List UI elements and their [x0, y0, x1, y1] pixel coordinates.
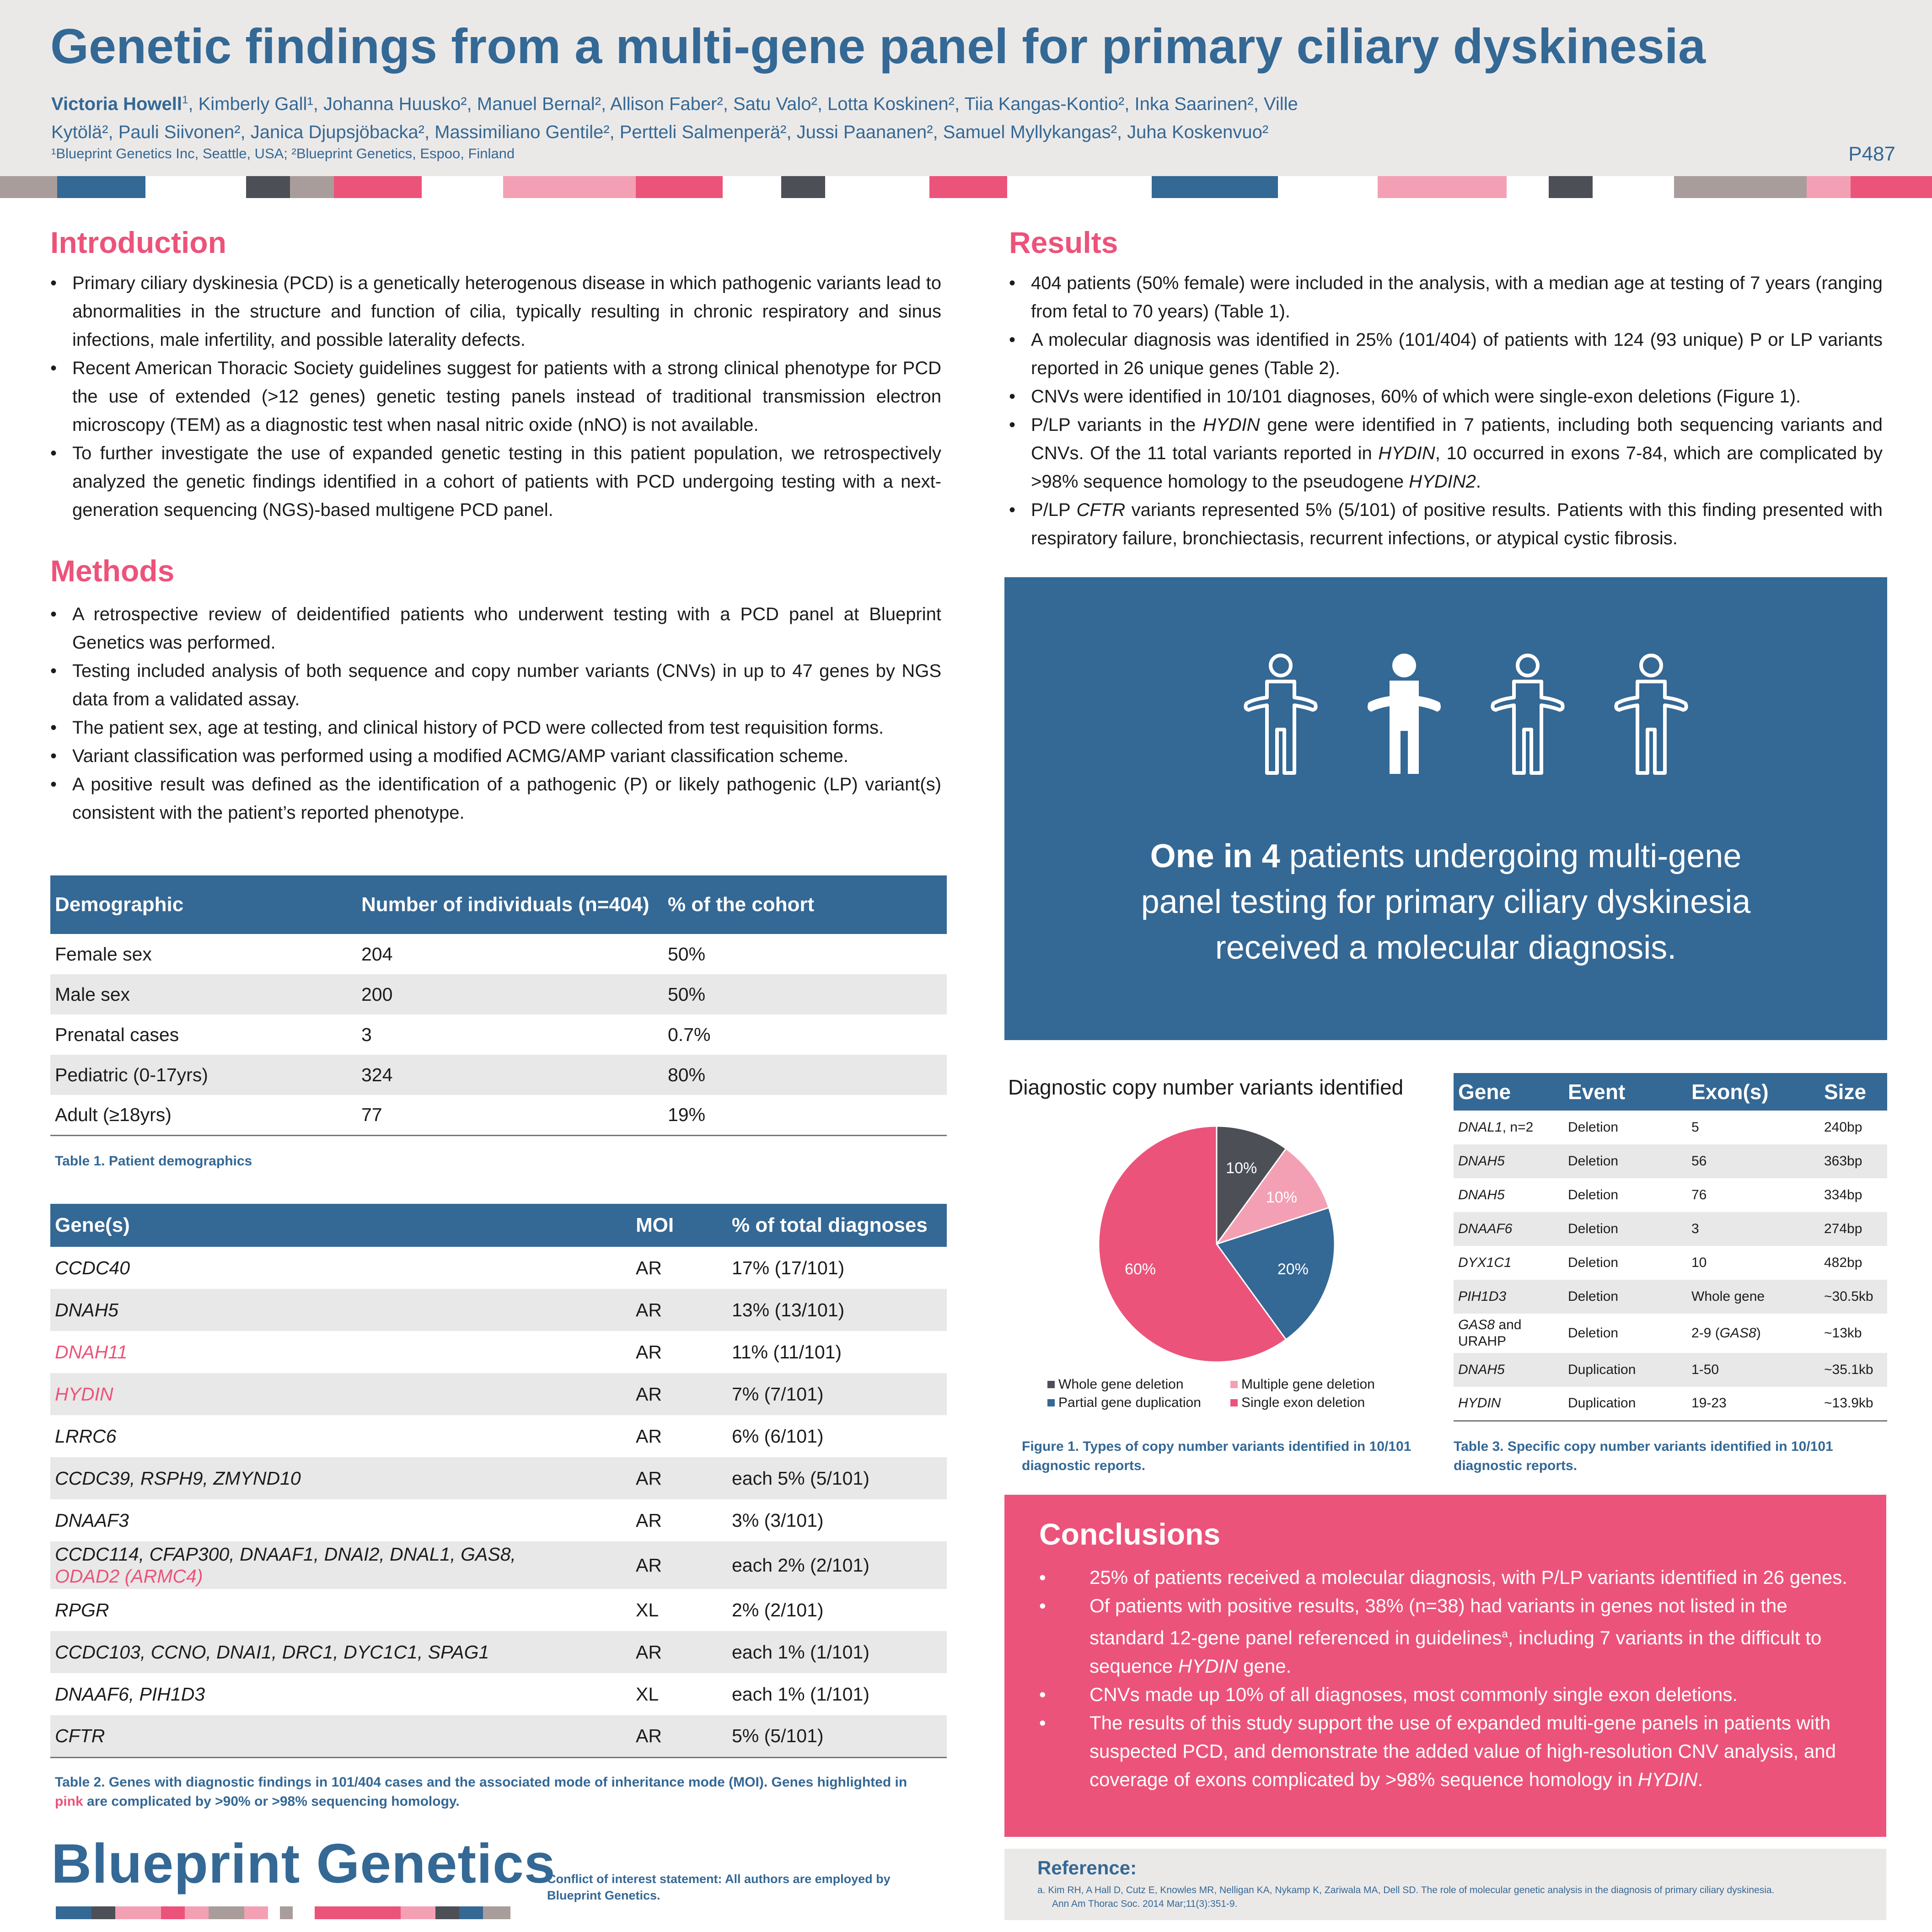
moi-cell: AR	[636, 1509, 662, 1531]
poster-title: Genetic findings from a multi-gene panel for primary ciliary dyskinesia	[50, 18, 1706, 74]
results-bullet: • CNVs were identified in 10/101 diagnoses, 60% of which were single-exon deletions (Figure 1).	[1009, 382, 1883, 411]
pct-cell: 5% (5/101)	[727, 1715, 947, 1757]
table-cell: 50%	[663, 974, 947, 1014]
table-cell: 200	[357, 974, 663, 1014]
pie-data-label: 10%	[1226, 1159, 1257, 1177]
intro-bullet: • Recent American Thoracic Society guidelines suggest for patients with a strong clinical phenotype for PCD the use of extended (>12 genes) genetic testing panels instead of traditional transmission electron microscopy (TEM) as a diagnostic test when nasal nitric oxide (nNO) is not available.	[50, 354, 941, 439]
pct-cell: each 1% (1/101)	[727, 1631, 947, 1673]
gene-name: HYDIN2	[1409, 472, 1476, 492]
pct-cell: 3% (3/101)	[732, 1509, 824, 1531]
legend-item	[1230, 1377, 1375, 1392]
gene-name: CFTR	[1076, 500, 1126, 520]
gene-name: HYDIN	[1203, 415, 1260, 435]
results-bullet: • 404 patients (50% female) were included in the analysis, with a median age at testing of 7 years (ranging from fetal to 70 years) (Table 1).	[1009, 269, 1883, 326]
conclusions-title: Conclusions	[1039, 1517, 1221, 1551]
table-cell: 204	[361, 943, 393, 965]
moi-cell: XL	[636, 1683, 659, 1705]
table-row	[50, 1247, 947, 1289]
highlight-line: received a molecular diagnosis.	[1215, 929, 1677, 966]
moi-cell: AR	[636, 1257, 662, 1278]
table-row	[50, 1331, 947, 1373]
table-row: DNAAF6 Deletion 3 274bp	[1454, 1212, 1887, 1246]
methods-bullets	[50, 600, 941, 827]
table-row	[50, 1631, 947, 1673]
gene-name-highlighted: DNAH11	[55, 1341, 128, 1363]
pct-cell: each 5% (5/101)	[727, 1457, 947, 1499]
poster-id: P487	[1848, 143, 1895, 165]
moi-cell: AR	[636, 1341, 662, 1363]
person-filled-icon	[1368, 654, 1441, 774]
author-list: Victoria Howell$^1$, Kimberly Gall¹, Johanna Huusko², Manuel Bernal², Allison Faber², Satu Valo², Lotta Koskinen², Tiia Kangas-Kontio², Inka Saarinen², Ville Kytölä², Pauli Siivonen², Janica Djupsjöbacka², Massimiliano Gentile², Pertteli Salmenperä², Jussi Paananen², Samuel Myllykangas², Juha Koskenvuo²	[51, 94, 1298, 143]
gene-name: CCDC39, RSPH9, ZMYND10	[55, 1467, 301, 1489]
results-bullet: • P/LP CFTR variants represented 5% (5/101) of positive results. Patients with this finding presented with respiratory failure, bronchiectasis, recurrent infections, or atypical cystic fibrosis.	[1009, 496, 1883, 553]
reference-text: a. Kim RH, A Hall D, Cutz E, Knowles MR, Nelligan KA, Nykamp K, Zariwala MA, Dell SD. The role of molecular genetic analysis in the diagnosis of primary ciliary dyskinesia. Ann Am Thorac Soc. 2014 Mar;11(3):351-9.	[1037, 1885, 1775, 1909]
blueprint-genetics-logo: Blueprint Genetics	[51, 1832, 556, 1894]
pct-cell: each 2% (2/101)	[727, 1541, 947, 1589]
person-outline-icon	[1492, 655, 1562, 773]
legend-item	[1230, 1395, 1365, 1411]
intro-bullet: • To further investigate the use of expanded genetic testing in this patient population, we retrospectively analyzed the genetic findings identified in a cohort of patients with PCD undergoing testing with a next-generation sequencing (NGS)-based multigene PCD panel.	[50, 439, 941, 524]
methods-bullet: • A retrospective review of deidentified patients who underwent testing with a PCD panel at Blueprint Genetics was performed.	[50, 600, 941, 657]
table2-header: MOI	[631, 1204, 727, 1247]
cnv-table	[1454, 1073, 1887, 1422]
conflict-of-interest: Conflict of interest statement: All authors are employed by Blueprint Genetics.	[547, 1872, 891, 1902]
genes-table	[50, 1204, 947, 1758]
introduction-title: Introduction	[50, 225, 226, 259]
intro-bullet: • Primary ciliary dyskinesia (PCD) is a genetically heterogenous disease in which pathogenic variants lead to abnormalities in the structure and function of cilia, typically resulting in chronic respiratory and sinus infections, male infertility, and possible laterality defects.	[50, 269, 941, 354]
introduction-bullets	[50, 269, 941, 524]
table-row: DNAH5 Deletion 56 363bp	[1454, 1144, 1887, 1178]
methods-bullet: • Testing included analysis of both sequence and copy number variants (CNVs) in up to 47 genes by NGS data from a validated assay.	[50, 657, 941, 714]
table1-header: % of the cohort	[663, 875, 947, 934]
caption-text: Table 2. Genes with diagnostic findings in 101/404 cases and the associated mode of inheritance mode (MOI). Genes highlighted in	[55, 1775, 907, 1790]
gene-name-highlighted: ODAD2 (ARMC4)	[55, 1566, 203, 1587]
table-row	[50, 1014, 947, 1055]
results-bullet: • P/LP variants in the HYDIN gene were identified in 7 patients, including both sequencing variants and CNVs. Of the 11 total variants reported in HYDIN, 10 occurred in exons 7-84, which are complicated by >98% sequence homology to the pseudogene HYDIN2.	[1009, 411, 1883, 496]
caption-pink-word: pink	[55, 1794, 83, 1809]
reference-title: Reference:	[1037, 1857, 1137, 1878]
table-cell: 77	[361, 1104, 382, 1125]
table1-header: Demographic	[50, 875, 357, 934]
highlight-box	[1004, 577, 1887, 1040]
gene-name-highlighted: HYDIN	[55, 1383, 113, 1405]
table3-header: Gene	[1454, 1073, 1563, 1111]
methods-title: Methods	[50, 554, 175, 588]
table3-header: Size	[1819, 1073, 1887, 1111]
conclusion-bullet: • 25% of patients received a molecular diagnosis, with P/LP variants identified in 26 genes.	[1039, 1563, 1862, 1592]
legend-label: Multiple gene deletion	[1241, 1377, 1375, 1392]
table3-caption: Table 3. Specific copy number variants identified in 10/101 diagnostic reports.	[1454, 1439, 1833, 1473]
figure1-caption: Figure 1. Types of copy number variants identified in 10/101 diagnostic reports.	[1022, 1439, 1411, 1473]
pct-cell: 13% (13/101)	[727, 1289, 947, 1331]
pie-data-label: 60%	[1125, 1261, 1156, 1278]
table-row	[50, 1373, 947, 1415]
table-cell: Male sex	[50, 974, 357, 1014]
legend-swatch	[1230, 1399, 1238, 1406]
pct-cell: each 1% (1/101)	[732, 1683, 869, 1705]
table-cell: Adult (≥18yrs)	[55, 1104, 172, 1125]
gene-name: CFTR	[55, 1725, 105, 1746]
gene-name: DNAAF6, PIH1D3	[55, 1683, 205, 1705]
table-row	[50, 1055, 947, 1095]
pie-data-label: 20%	[1277, 1261, 1309, 1278]
moi-cell: AR	[631, 1289, 727, 1331]
affiliations: ¹Blueprint Genetics Inc, Seattle, USA; ²Blueprint Genetics, Espoo, Finland	[51, 145, 515, 161]
legend-item	[1047, 1377, 1230, 1392]
legend-item	[1047, 1395, 1230, 1411]
results-bullet: • A molecular diagnosis was identified in 25% (101/404) of patients with 124 (93 unique) P or LP variants reported in 26 unique genes (Table 2).	[1009, 326, 1883, 382]
table-row	[50, 1499, 947, 1541]
legend-swatch	[1047, 1381, 1055, 1388]
gene-name: RPGR	[55, 1599, 109, 1621]
person-outline-icon	[1616, 655, 1686, 773]
table-row	[50, 1095, 947, 1135]
table-row	[50, 1541, 947, 1589]
highlight-bold: One in 4	[1150, 838, 1280, 875]
table-row	[50, 1715, 947, 1757]
conclusion-bullet: • Of patients with positive results, 38% (n=38) had variants in genes not listed in the standard 12-gene panel referenced in guidelines$^a$, including 7 variants in the difficult to sequence HYDIN gene.	[1039, 1592, 1862, 1680]
table-row: DNAH5 Duplication 1-50 ~35.1kb	[1454, 1353, 1887, 1387]
authors-line-2: Kytölä², Pauli Siivonen², Janica Djupsjöbacka², Massimiliano Gentile², Pertteli Salmenperä², Jussi Paananen², Samuel Myllykangas², Juha Koskenvuo²	[51, 122, 1269, 143]
moi-cell: AR	[631, 1541, 727, 1589]
methods-bullet: • A positive result was defined as the identification of a pathogenic (P) or likely pathogenic (LP) variant(s) consistent with the patient’s reported phenotype.	[50, 770, 941, 827]
legend-swatch	[1047, 1399, 1055, 1406]
gene-name: CCDC40	[55, 1257, 130, 1278]
gene-name: DNAH5	[55, 1299, 118, 1320]
highlight-line: panel testing for primary ciliary dyskinesia	[1141, 884, 1751, 920]
pct-cell: 17% (17/101)	[732, 1257, 845, 1278]
table-cell: 19%	[668, 1104, 706, 1125]
table-row: GAS8 and URAHP Deletion 2-9 (GAS8) ~13kb	[1458, 1317, 1862, 1349]
table-cell: Prenatal cases	[55, 1024, 179, 1045]
authors-line-1: Kimberly Gall¹, Johanna Huusko², Manuel Bernal², Allison Faber², Satu Valo², Lotta Koskinen², Tiia Kangas-Kontio², Inka Saarinen², Ville	[198, 94, 1298, 114]
highlight-line: patients undergoing multi-gene	[1280, 838, 1742, 875]
pct-cell: 2% (2/101)	[732, 1599, 824, 1621]
table-row: PIH1D3 Deletion Whole gene ~30.5kb	[1454, 1280, 1887, 1314]
first-author: Victoria Howell	[51, 94, 182, 114]
table-row: DNAL1, n=2 Deletion 5 240bp	[1458, 1120, 1862, 1135]
table-cell: 80%	[663, 1055, 947, 1095]
methods-bullet: • The patient sex, age at testing, and clinical history of PCD were collected from test requisition forms.	[50, 714, 941, 742]
table3-header: Event	[1563, 1073, 1687, 1111]
table-row	[50, 1673, 947, 1715]
table2-caption	[55, 1773, 924, 1811]
legend-label: Partial gene duplication	[1058, 1395, 1201, 1410]
table2-header: Gene(s)	[50, 1204, 631, 1247]
legend-label: Whole gene deletion	[1058, 1377, 1184, 1392]
legend-label: Single exon deletion	[1241, 1395, 1365, 1410]
table-cell: Pediatric (0-17yrs)	[50, 1055, 357, 1095]
chart-title: Diagnostic copy number variants identified	[1008, 1075, 1404, 1099]
pct-cell: 7% (7/101)	[727, 1373, 947, 1415]
table-cell: 324	[357, 1055, 663, 1095]
pct-cell: 11% (11/101)	[732, 1341, 842, 1363]
table-cell: Female sex	[55, 943, 152, 965]
highlight-statement	[1004, 833, 1887, 971]
moi-cell: AR	[631, 1457, 727, 1499]
pie-data-label: 10%	[1266, 1188, 1297, 1206]
conclusion-bullet: • CNVs made up 10% of all diagnoses, most commonly single exon deletions.	[1039, 1680, 1862, 1709]
table-row: HYDIN Duplication 19-23 ~13.9kb	[1458, 1395, 1873, 1411]
table-cell: 0.7%	[668, 1024, 711, 1045]
gene-name: CCDC103, CCNO, DNAI1, DRC1, DYC1C1, SPAG1	[55, 1641, 489, 1663]
table-row	[50, 1289, 947, 1331]
table-row	[50, 934, 947, 974]
conclusion-bullet: • The results of this study support the use of expanded multi-gene panels in patients with suspected PCD, and demonstrate the added value of high-resolution CNV analysis, and coverage of exons complicated by >98% sequence homology in HYDIN.	[1039, 1709, 1862, 1794]
table-row	[50, 1415, 947, 1457]
methods-bullet: • Variant classification was performed using a modified ACMG/AMP variant classification scheme.	[50, 742, 941, 770]
chart-legend	[1047, 1377, 1413, 1411]
legend-swatch	[1230, 1381, 1238, 1388]
table-row	[50, 1457, 947, 1499]
table-cell: 3	[361, 1024, 372, 1045]
moi-cell: AR	[631, 1631, 727, 1673]
gene-name: LRRC6	[55, 1425, 117, 1447]
conclusions-list	[1039, 1563, 1862, 1794]
cnv-pie-chart	[1089, 1125, 1345, 1363]
demographics-table	[50, 875, 947, 1136]
moi-cell: XL	[636, 1599, 659, 1621]
table-row	[50, 974, 947, 1014]
table1-header: Number of individuals (n=404)	[357, 875, 663, 934]
table1-caption: Table 1. Patient demographics	[55, 1154, 252, 1169]
table3-header: Exon(s)	[1687, 1073, 1819, 1111]
moi-cell: AR	[636, 1425, 662, 1447]
table-row: DNAH5 Deletion 76 334bp	[1458, 1187, 1862, 1202]
results-title: Results	[1009, 225, 1118, 259]
gene-name: HYDIN	[1378, 443, 1435, 463]
gene-name: CCDC114, CFAP300, DNAAF1, DNAI2, DNAL1, GAS8,	[55, 1544, 516, 1565]
gene-name: DNAAF3	[55, 1509, 129, 1531]
table2-header: % of total diagnoses	[727, 1204, 947, 1247]
table-row	[50, 1589, 947, 1631]
table-row: DYX1C1 Deletion 10 482bp	[1458, 1255, 1862, 1270]
patient-icons	[1235, 649, 1692, 787]
moi-cell: AR	[631, 1373, 727, 1415]
person-outline-icon	[1245, 655, 1315, 773]
pct-cell: 6% (6/101)	[732, 1425, 824, 1447]
moi-cell: AR	[631, 1715, 727, 1757]
caption-text: are complicated by >90% or >98% sequencing homology.	[83, 1794, 460, 1809]
table-cell: 50%	[668, 943, 706, 965]
results-bullets	[1009, 269, 1883, 553]
